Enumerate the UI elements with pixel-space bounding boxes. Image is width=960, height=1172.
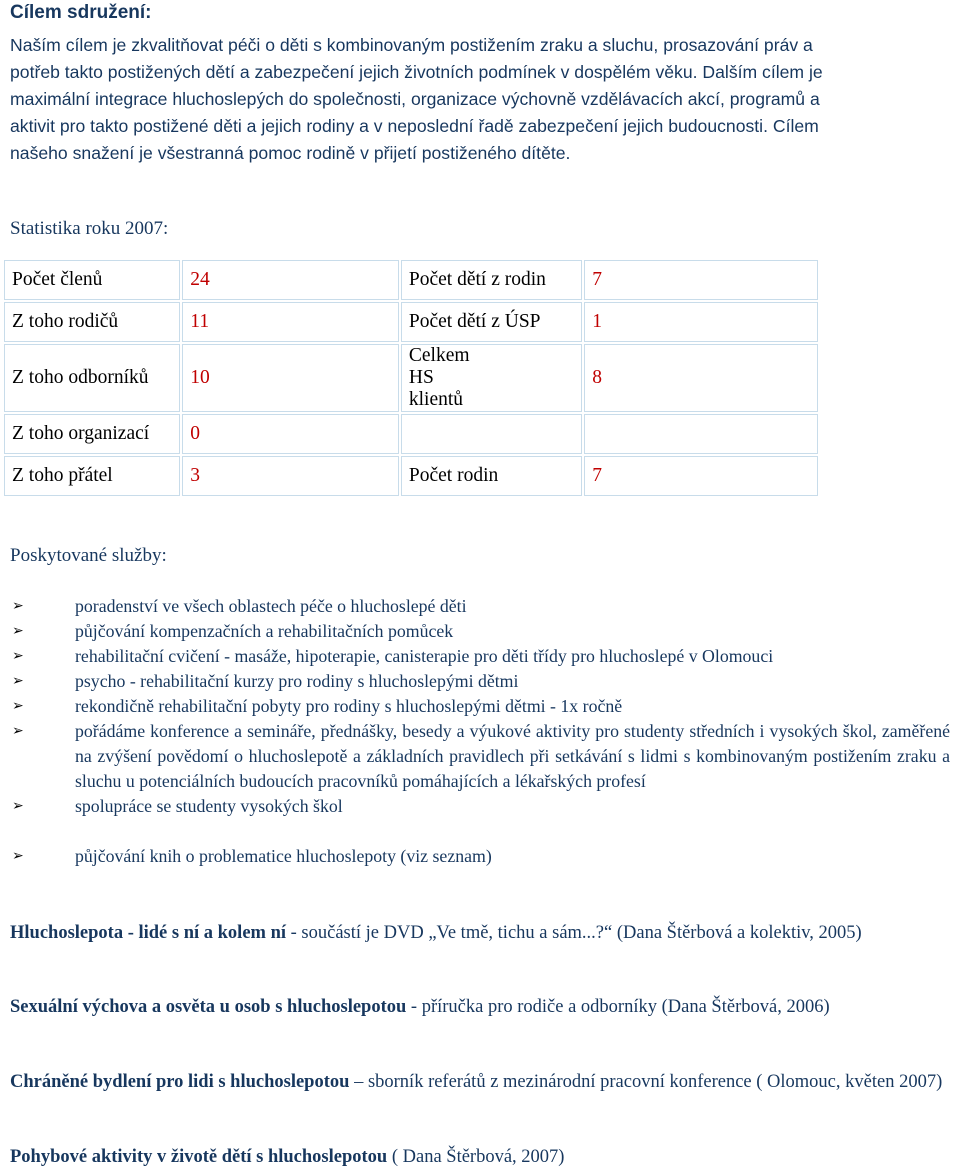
statistics-table: [2, 258, 820, 498]
list-item: [0, 719, 950, 794]
goal-heading: Cílem sdružení:: [10, 2, 152, 23]
stat-label: Počet rodin: [401, 456, 582, 496]
stat-label: Z toho organizací: [4, 414, 180, 454]
publication-note: ( Dana Štěrbová, 2007): [387, 1147, 565, 1167]
stat-label: Počet dětí z rodin: [401, 260, 582, 300]
stat-label: Z toho přátel: [4, 456, 180, 496]
goal-line: našeho snažení je všestranná pomoc rodině v přijetí postiženého dítěte.: [10, 143, 571, 163]
service-text: rekondičně rehabilitační pobyty pro rodiny s hluchoslepými dětmi - 1x ročně: [75, 696, 623, 716]
arrow-bullet-icon: ➢: [12, 798, 24, 814]
list-item: [0, 594, 950, 619]
stat-value: 1: [584, 302, 818, 342]
arrow-bullet-icon: ➢: [12, 648, 24, 664]
list-item: [0, 844, 950, 869]
publication-item: [10, 1145, 950, 1170]
publication-note: - příručka pro rodiče a odborníky (Dana Štěrbová, 2006): [406, 997, 830, 1017]
service-text: rehabilitační cvičení - masáže, hipoterapie, canisterapie pro děti třídy pro hluchoslepé v Olomouci: [75, 646, 774, 666]
service-text: pořádáme konference a semináře, přednášky, besedy a výukové aktivity pro studenty středních i vysokých škol, zaměřené na zvýšení povědomí o hluchoslepotě a základních pravidlech při setkávání s lidmi s kombinovaným postižením zraku a sluchu u potenciálních budoucích pracovníků pomáhajících a lékařských profesí: [75, 721, 950, 791]
arrow-bullet-icon: ➢: [12, 848, 24, 864]
services-title: Poskytované služby:: [10, 545, 167, 566]
publication-title: Hluchoslepota - lidé s ní a kolem ní: [10, 923, 286, 943]
publication-title: Sexuální výchova a osvěta u osob s hluchoslepotou: [10, 997, 407, 1017]
stat-label: Počet dětí z ÚSP: [401, 302, 582, 342]
publication-title: Pohybové aktivity v životě dětí s hluchoslepotou: [10, 1147, 388, 1167]
stat-value: 0: [182, 414, 399, 454]
stat-value: 7: [584, 456, 818, 496]
arrow-bullet-icon: ➢: [12, 723, 24, 739]
stat-value: [584, 414, 818, 454]
goal-line: potřeb takto postižených dětí a zabezpečení jejich životních podmínek v dospělém věku. Dalším cílem je: [10, 62, 823, 82]
publication-item: [10, 1070, 950, 1095]
service-text: půjčování knih o problematice hluchoslepoty (viz seznam): [75, 846, 492, 866]
statistics-title: Statistika roku 2007:: [10, 218, 169, 239]
table-row: [4, 456, 818, 496]
stat-value: 7: [584, 260, 818, 300]
goal-line: Naším cílem je zkvalitňovat péči o děti s kombinovaným postižením zraku a sluchu, prosazování práv a: [10, 35, 813, 55]
list-item: [0, 794, 950, 819]
stat-value: 10: [182, 344, 399, 412]
arrow-bullet-icon: ➢: [12, 698, 24, 714]
list-item: [0, 644, 950, 669]
list-item: [0, 669, 950, 694]
stat-value: 11: [182, 302, 399, 342]
table-row: [4, 302, 818, 342]
goal-line: maximální integrace hluchoslepých do společnosti, organizace výchovně vzdělávacích akcí, programů a: [10, 89, 820, 109]
stat-label: [401, 414, 582, 454]
arrow-bullet-icon: ➢: [12, 598, 24, 614]
stat-value: 3: [182, 456, 399, 496]
stat-value: 8: [584, 344, 818, 412]
arrow-bullet-icon: ➢: [12, 623, 24, 639]
service-text: půjčování kompenzačních a rehabilitačních pomůcek: [75, 621, 454, 641]
stat-label: Z toho odborníků: [4, 344, 180, 412]
publication-item: [10, 995, 950, 1020]
service-text: poradenství ve všech oblastech péče o hluchoslepé děti: [75, 596, 467, 616]
services-list: [0, 594, 950, 869]
publication-note: – sborník referátů z mezinárodní pracovní konference ( Olomouc, květen 2007): [349, 1072, 943, 1092]
stat-label: Z toho rodičů: [4, 302, 180, 342]
table-row: [4, 260, 818, 300]
stat-value: 24: [182, 260, 399, 300]
publication-title: Chráněné bydlení pro lidi s hluchoslepotou: [10, 1072, 350, 1092]
stat-label: Počet členů: [4, 260, 180, 300]
service-text: spolupráce se studenty vysokých škol: [75, 796, 343, 816]
table-row: [4, 414, 818, 454]
service-text: psycho - rehabilitační kurzy pro rodiny s hluchoslepými dětmi: [75, 671, 519, 691]
publication-note: - součástí je DVD „Ve tmě, tichu a sám...?“ (Dana Štěrbová a kolektiv, 2005): [286, 923, 862, 943]
list-item: [0, 619, 950, 644]
list-item: [0, 694, 950, 719]
table-row: [4, 344, 818, 412]
arrow-bullet-icon: ➢: [12, 673, 24, 689]
goal-line: aktivit pro takto postižené děti a jejich rodiny a v neposlední řadě zabezpečení jejich budoucnosti. Cílem: [10, 116, 819, 136]
goal-paragraph: [10, 32, 956, 167]
publication-item: [10, 921, 950, 946]
stat-label: Celkem HS klientů: [401, 344, 582, 412]
